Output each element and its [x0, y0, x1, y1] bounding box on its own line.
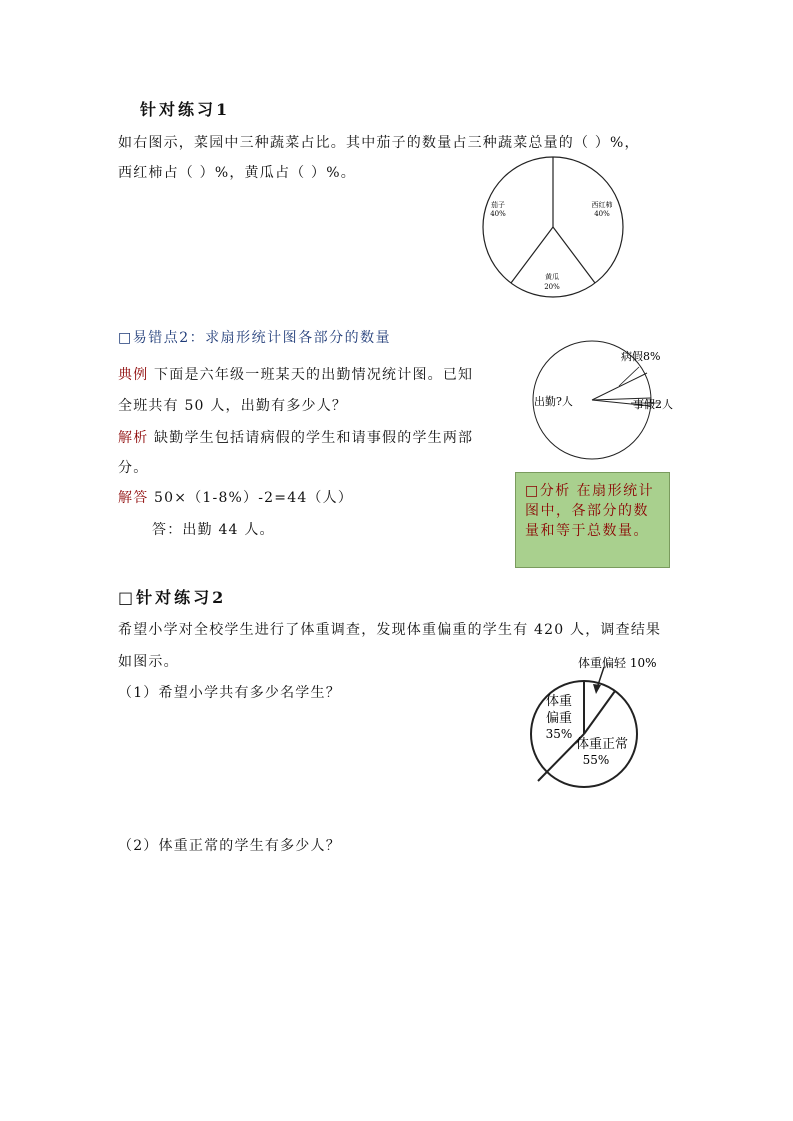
personal-label: 事假2人: [633, 398, 673, 411]
section3-line2: 如图示。: [118, 654, 179, 670]
tomato-pct: 40%: [594, 210, 610, 218]
sick-leave-edge1: [592, 373, 647, 400]
pie-divider-light: [584, 691, 615, 734]
light-arrow-head: [593, 684, 601, 694]
sick-label: 病假8%: [621, 350, 661, 363]
answer-final: 答：出勤 44 人。: [152, 522, 275, 538]
tomato-label: 西红柿: [591, 201, 613, 209]
normal-pct: 55%: [582, 753, 610, 767]
sick-leader-line: [619, 367, 639, 386]
heavy-pct: 35%: [545, 727, 573, 741]
eggplant-pct: 40%: [490, 210, 506, 218]
example-line2: 全班共有 50 人，出勤有多少人？: [118, 398, 348, 414]
answer-label: 解答: [118, 490, 149, 506]
analysis-note-box: □分析 在扇形统计图中，各部分的数量和等于总数量。: [515, 472, 670, 568]
cucumber-pct: 20%: [544, 283, 560, 291]
heavy-label-2: 偏重: [545, 711, 573, 726]
section1-title: 针对练习1: [140, 100, 231, 119]
example-line1: [118, 365, 473, 385]
attend-label: 出勤?人: [534, 395, 573, 408]
analysis-line2: 分。: [118, 460, 149, 476]
vegetable-pie-chart: [478, 155, 628, 300]
weight-pie-chart: [522, 650, 692, 790]
cucumber-label: 黄瓜: [545, 273, 559, 281]
question-1: （1）希望小学共有多少名学生？: [118, 685, 341, 701]
section1-line2: 西红柿占（ ）%，黄瓜占（ ）%。: [118, 165, 356, 181]
example-text: 下面是六年级一班某天的出勤情况统计图。已知: [148, 367, 474, 383]
answer-formula: 50×（1-8%）-2=44（人）: [148, 490, 354, 506]
question-2: （2）体重正常的学生有多少人？: [118, 838, 341, 854]
analysis-label: 解析: [118, 430, 149, 446]
example-label: 典例: [118, 367, 149, 383]
section3-title: □针对练习2: [118, 588, 227, 607]
answer-line: [118, 488, 353, 508]
section3-line1: 希望小学对全校学生进行了体重调查，发现体重偏重的学生有 420 人，调查结果: [118, 622, 662, 638]
section1-line1: 如右图示，菜园中三种蔬菜占比。其中茄子的数量占三种蔬菜总量的（ ）%，: [118, 135, 640, 151]
section2-title: □易错点2：求扇形统计图各部分的数量: [118, 330, 392, 346]
attendance-pie-chart: [515, 340, 695, 465]
normal-label: 体重正常: [575, 737, 629, 752]
analysis-line1: [118, 428, 473, 448]
eggplant-label: 茄子: [491, 201, 505, 209]
pie-divider-right: [553, 227, 595, 283]
light-label: 体重偏轻 10%: [578, 656, 657, 670]
heavy-label-1: 体重: [545, 694, 573, 709]
analysis-text: 缺勤学生包括请病假的学生和请事假的学生两部: [148, 430, 474, 446]
